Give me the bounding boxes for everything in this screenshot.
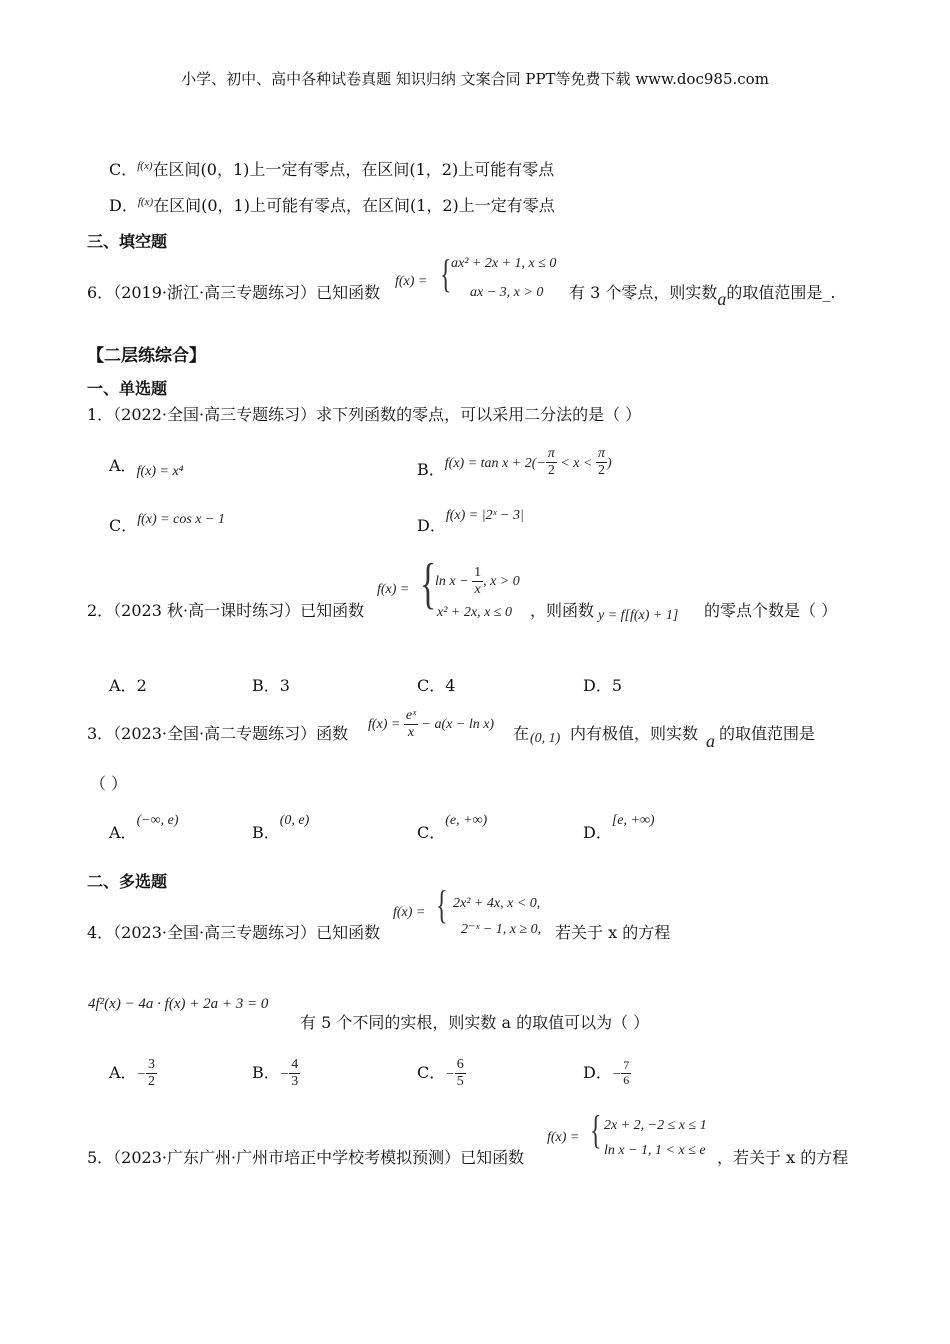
q1-option-d: D．f(x) = |2ˣ − 3|	[417, 508, 524, 535]
page-header: 小学、初中、高中各种试卷真题 知识归纳 文案合同 PPT等免费下载 www.doc985.com	[181, 70, 769, 88]
q6-case-1: ax² + 2x + 1, x ≤ 0	[451, 256, 557, 271]
q3-option-c: C．(e, +∞)	[417, 813, 488, 842]
q6-lhs: f(x) =	[395, 274, 428, 289]
question-6	[87, 280, 380, 303]
option-c-prev	[109, 157, 554, 180]
q5-case-2: ln x − 1, 1 < x ≤ e	[604, 1143, 706, 1158]
question-5-stem: 5．（2023·广东广州·广州市培正中学校考模拟预测）已知函数	[87, 1148, 525, 1167]
option-letter: C．	[109, 160, 138, 179]
q6-tail: 有 3 个零点，则实数a的取值范围是_.	[569, 283, 836, 309]
section-title-multi: 二、多选题	[87, 872, 168, 891]
q5-tail: ，若关于 x 的方程	[717, 1148, 849, 1167]
q3-formula: f(x) = $\frac{\text{eˣ}}{x}$ − a(x − ln x)	[368, 708, 495, 741]
option-text: 在区间(0，1)上一定有零点，在区间(1，2)上可能有零点	[152, 160, 555, 179]
q3-option-d: D．[e, +∞)	[583, 813, 655, 842]
q4-option-a: A．− $\frac{3}{2}$	[109, 1057, 156, 1090]
q2-lhs: f(x) =	[377, 582, 410, 597]
var-a: a	[706, 731, 715, 751]
q3-interval: (0, 1)	[530, 731, 561, 746]
option-text: 在区间(0，1)上可能有零点，在区间(1，2)上一定有零点	[153, 196, 555, 215]
q2-mid: ，则函数	[530, 601, 595, 620]
question-1-stem: 1．（2022·全国·高三专题练习）求下列函数的零点，可以采用二分法的是（ ）	[87, 405, 642, 424]
level-2-title: 【二层练综合】	[87, 346, 206, 366]
question-4-stem: 4．（2023·全国·高三专题练习）已知函数	[87, 923, 381, 942]
question-number: 6．	[87, 283, 114, 302]
q1-option-c: C．f(x) = cos x − 1	[109, 512, 225, 535]
q3-text: 内有极值，则实数	[570, 724, 699, 743]
section-title-single: 一、单选题	[87, 379, 168, 398]
q3-zai: 在	[513, 724, 530, 743]
question-2-stem: 2．（2023 秋·高一课时练习）已知函数	[87, 601, 365, 620]
var-a: a	[717, 289, 727, 309]
q4-case-2: 2⁻ˣ − 1, x ≥ 0,	[461, 922, 542, 937]
q1-option-a: A．f(x) = x⁴	[109, 456, 184, 479]
question-source: （2019·浙江·高三专题练习）已知函数	[113, 283, 381, 302]
brace-icon: {	[420, 553, 437, 615]
q2-option-c: C．4	[417, 676, 456, 695]
q6-case-2: ax − 3, x > 0	[470, 285, 544, 300]
q4-option-b: B．− $\frac{4}{3}$	[252, 1057, 299, 1090]
q4-case-1: 2x² + 4x, x < 0,	[453, 896, 541, 911]
q2-end: 的零点个数是（ ）	[704, 601, 838, 620]
section-title-fill: 三、填空题	[87, 232, 168, 251]
brace-icon: {	[440, 251, 452, 296]
option-letter: D．	[109, 196, 138, 215]
q2-case-2: x² + 2x, x ≤ 0	[437, 605, 512, 620]
q1-option-b: B．f(x) = tan x + 2(− $\frac{\pi}{2}$ < x < $\frac{\pi}{2}$ )	[417, 446, 612, 480]
fx-formula: f(x)	[137, 196, 154, 208]
q3-end: 的取值范围是	[719, 724, 816, 743]
q4-option-d: D．− $\frac{7}{6}$	[583, 1058, 630, 1087]
brace-icon: {	[590, 1107, 602, 1152]
q2-option-a: A．2	[109, 676, 147, 695]
option-d-prev	[109, 193, 555, 216]
q5-case-1: 2x + 2, −2 ≤ x ≤ 1	[604, 1118, 707, 1133]
q3-option-a: A．(−∞, e)	[109, 813, 179, 842]
q2-y-formula: y = f[f(x) + 1]	[598, 608, 679, 623]
q2-option-d: D．5	[583, 676, 623, 695]
q5-lhs: f(x) =	[547, 1130, 580, 1145]
q4-equation: 4f²(x) − 4a · f(x) + 2a + 3 = 0	[88, 996, 269, 1012]
q2-case-1: ln x − $\frac{1}{x}$ , x > 0	[435, 565, 520, 598]
q4-option-c: C．− $\frac{6}{5}$	[417, 1057, 464, 1090]
fx-formula: f(x)	[137, 160, 153, 172]
q3-answer-paren: （ ）	[90, 774, 128, 793]
brace-icon: {	[436, 882, 448, 927]
question-3-stem: 3．（2023·全国·高二专题练习）函数	[87, 724, 349, 743]
q4-tail: 若关于 x 的方程	[555, 923, 671, 942]
q3-option-b: B．(0, e)	[252, 813, 310, 842]
q2-option-b: B．3	[252, 676, 290, 695]
q4-eq-tail: 有 5 个不同的实根，则实数 a 的取值可以为（ ）	[300, 1013, 650, 1032]
q4-lhs: f(x) =	[393, 905, 426, 920]
